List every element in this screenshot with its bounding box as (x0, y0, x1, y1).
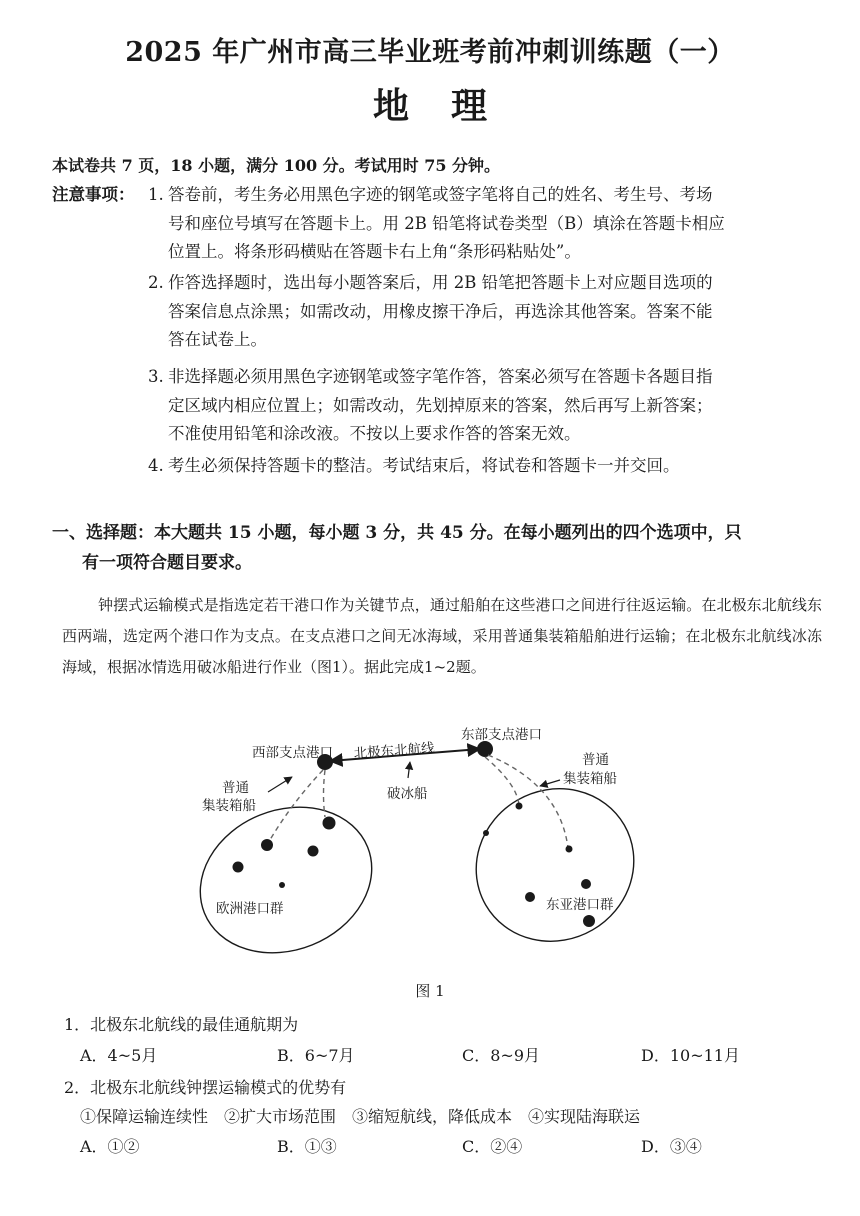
port-dot (279, 882, 285, 888)
note-line: 答在试卷上。 (168, 330, 267, 349)
notes-label: 注意事项： (52, 185, 135, 204)
feeder-route (324, 770, 326, 817)
note-line: 号和座位号填写在答题卡上。用 2B 铅笔将试卷类型（B）填涂在答题卡相应 (168, 213, 725, 233)
note-line: 答卷前，考生务必用黑色字迹的钢笔或签字笔将自己的姓名、考生号、考场 (168, 185, 713, 204)
exam-info: 本试卷共 7 页，18 小题，满分 100 分。考试用时 75 分钟。 (52, 156, 501, 175)
port-dot (261, 839, 273, 851)
q2-option-d[interactable]: D．③④ (641, 1137, 702, 1156)
exam-title: 2025 年广州市高三毕业班考前冲刺训练题（一） (125, 37, 735, 68)
note-3 (148, 363, 828, 449)
right-ship-label-1: 普通 (582, 752, 609, 768)
port-dot (516, 803, 523, 810)
note-1 (148, 181, 828, 267)
question-2-stem: 2．北极东北航线钟摆运输模式的优势有 (64, 1078, 347, 1097)
port-dot (525, 892, 535, 902)
figure-caption: 图 1 (415, 982, 445, 1000)
port-dot (583, 915, 595, 927)
q1-option-d[interactable]: D．10~11月 (641, 1046, 740, 1065)
q1-option-b[interactable]: B．6~7月 (277, 1046, 355, 1065)
note-line: 考生必须保持答题卡的整洁。考试结束后，将试卷和答题卡一并交回。 (168, 456, 680, 475)
ship-pointer-arrow (268, 777, 292, 792)
q1-option-c[interactable]: C．8~9月 (462, 1046, 541, 1065)
icebreaker-label: 破冰船 (387, 786, 428, 802)
port-dot (566, 846, 573, 853)
note-line: 作答选择题时，选出每小题答案后，用 2B 铅笔把答题卡上对应题目选项的 (168, 273, 713, 292)
section-line-1: 一、选择题：本大题共 15 小题，每小题 3 分，共 45 分。在每小题列出的四个选项中，只 (52, 523, 742, 543)
europe-label: 欧洲港口群 (216, 901, 284, 917)
q2-option-a[interactable]: A．①② (80, 1137, 140, 1156)
route-label: 北极东北航线 (353, 740, 436, 762)
right-ship-label-2: 集装箱船 (563, 771, 617, 787)
port-dot (581, 879, 591, 889)
note-line: 位置上。将条形码横贴在答题卡右上角“条形码粘贴处”。 (168, 242, 581, 261)
note-number: 1. (148, 185, 164, 204)
eastasia-label: 东亚港口群 (546, 897, 614, 913)
west-port-label: 西部支点港口 (252, 745, 333, 761)
note-line: 答案信息点涂黑；如需改动，用橡皮擦干净后，再选涂其他答案。答案不能 (168, 301, 713, 321)
note-number: 3. (148, 367, 164, 386)
feeder-route (485, 757, 519, 806)
question-2-items: ①保障运输连续性 ②扩大市场范围 ③缩短航线，降低成本 ④实现陆海联运 (80, 1107, 641, 1126)
q2-option-b[interactable]: B．①③ (277, 1137, 337, 1156)
icebreaker-pointer-arrow (408, 762, 410, 778)
east-hub-port (477, 741, 493, 757)
port-dot (323, 817, 336, 830)
ship-pointer-arrow (540, 780, 560, 786)
note-2 (148, 269, 828, 355)
question-1-stem: 1．北极东北航线的最佳通航期为 (64, 1015, 299, 1034)
figure-1-diagram (180, 715, 660, 975)
east-port-label: 东部支点港口 (461, 727, 542, 743)
left-ship-label-1: 普通 (222, 780, 249, 796)
port-dot (308, 846, 319, 857)
note-number: 2. (148, 273, 164, 292)
intro-paragraph: 钟摆式运输模式是指选定若干港口作为关键节点，通过船舶在这些港口之间进行往返运输。在北极东北航线东西两端，选定两个港口作为支点。在支点港口之间无冰海域，采用普通集装箱船舶进行运输；在北极东北航线冰冻海域，根据冰情选用破冰船进行作业（图1）。据此完成1~2题。 (62, 596, 822, 676)
section-heading (52, 518, 842, 578)
section-line-2: 有一项符合题目要求。 (82, 553, 252, 573)
feeder-route (488, 755, 568, 848)
subject-title: 地理 (372, 85, 529, 127)
note-number: 4. (148, 456, 164, 475)
left-ship-label-2: 集装箱船 (202, 798, 256, 814)
q1-option-a[interactable]: A．4~5月 (80, 1046, 158, 1065)
note-line: 不准使用铅笔和涂改液。不按以上要求作答的答案无效。 (168, 424, 581, 443)
note-4 (148, 452, 828, 481)
q2-option-c[interactable]: C．②④ (462, 1137, 523, 1156)
eastasia-port-cluster (448, 760, 660, 970)
note-line: 非选择题必须用黑色字迹钢笔或签字笔作答，答案必须写在答题卡各题目指 (168, 367, 713, 386)
port-dot (483, 830, 489, 836)
note-line: 定区域内相应位置上；如需改动，先划掉原来的答案，然后再写上新答案； (168, 395, 713, 415)
port-dot (233, 862, 244, 873)
